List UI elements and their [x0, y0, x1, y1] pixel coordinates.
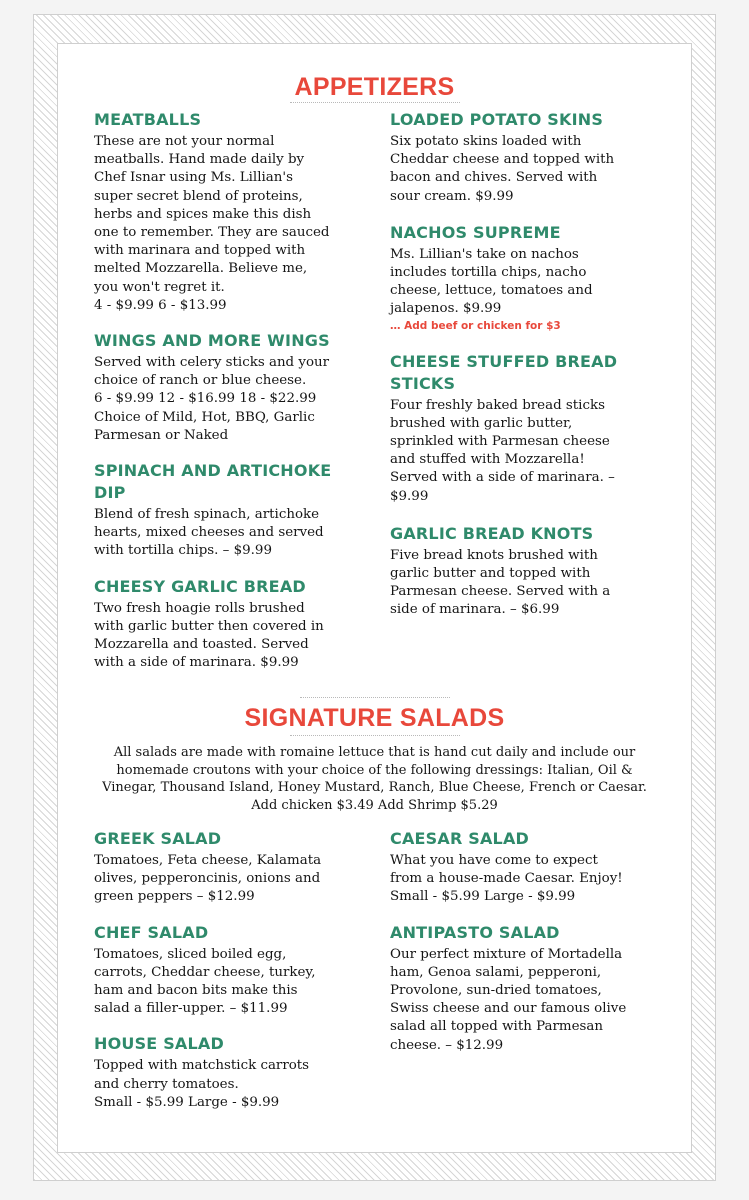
item-description: Tomatoes, Feta cheese, Kalamata olives, pepperoncinis, onions and green peppers – $12.99 — [94, 853, 322, 905]
item-description: Four freshly baked bread sticks brushed with garlic butter, sprinkled with Parmesan cheese and stuffed with Mozzarella! Served with a side of marinara. – $9.99 — [390, 397, 615, 504]
appetizers-title: APPETIZERS — [294, 73, 455, 101]
salads-intro: All salads are made with romaine lettuce that is hand cut daily and include our homemade croutons with your choice of the following dressings: Italian, Oil & Vinegar, Thousand Island, Honey Mustard, Ranch, Blue Cheese, French or Caesar. Add chicken $3.49 Add Shrimp $5.29 — [102, 745, 647, 813]
item-name: CHEESE STUFFED BREAD STICKS — [390, 351, 618, 393]
appetizers-right-column — [390, 109, 662, 635]
item-description: Two fresh hoagie rolls brushed with garlic butter then covered in Mozzarella and toasted. Served with a side of marinara. $9.99 — [94, 600, 324, 671]
add-protein-note: … Add beef or chicken for $3 — [390, 319, 561, 332]
menu-item — [94, 576, 366, 673]
menu-item — [390, 828, 662, 907]
item-name: CHEESY GARLIC BREAD — [94, 576, 306, 596]
item-description: Topped with matchstick carrots and cherry tomatoes. Small - $5.99 Large - $9.99 — [94, 1058, 310, 1110]
menu-item — [94, 1033, 366, 1112]
item-description: Ms. Lillian's take on nachos includes tortilla chips, nacho cheese, lettuce, tomatoes and jalapenos. $9.99 — [390, 246, 593, 317]
item-description: Six potato skins loaded with Cheddar cheese and topped with bacon and chives. Served with sour cream. $9.99 — [390, 134, 615, 204]
menu-item — [390, 222, 662, 332]
item-name: ANTIPASTO SALAD — [390, 922, 560, 942]
salads-left-column — [94, 828, 366, 1127]
menu-item — [94, 828, 366, 907]
item-description: Our perfect mixture of Mortadella ham, Genoa salami, pepperoni, Provolone, sun-dried tomatoes, Swiss cheese and our famous olive salad all topped with Parmesan cheese. – $12.99 — [390, 946, 627, 1053]
salads-title: SIGNATURE SALADS — [244, 704, 505, 732]
menu-item — [94, 109, 366, 315]
menu-item — [390, 523, 662, 620]
item-name: HOUSE SALAD — [94, 1034, 224, 1054]
menu-item — [390, 351, 662, 506]
menu-item — [94, 330, 366, 445]
item-description: Five bread knots brushed with garlic butter and topped with Parmesan cheese. Served with a side of marinara. – $6.99 — [390, 547, 611, 618]
menu-item — [94, 460, 366, 561]
appetizers-left-column — [94, 109, 366, 687]
item-name: SPINACH AND ARTICHOKE DIP — [94, 461, 332, 503]
item-name: MEATBALLS — [94, 110, 202, 129]
item-name: WINGS AND MORE WINGS — [94, 331, 330, 351]
item-name: CHEF SALAD — [94, 922, 209, 942]
salads-top-divider — [300, 697, 450, 698]
item-description: These are not your normal meatballs. Hand made daily by Chef Isnar using Ms. Lillian's super secret blend of proteins, herbs and spices make this dish one to remember. They are sauced with marinara and topped with melted Mozzarella. Believe me, you won't regret it. 4 - $9.99 6 - $13.99 — [94, 134, 330, 313]
item-name: CAESAR SALAD — [390, 829, 530, 848]
item-description: Blend of fresh spinach, artichoke hearts, mixed cheeses and served with tortilla chips. – $9.99 — [94, 507, 324, 559]
appetizers-divider — [290, 102, 460, 103]
item-name: LOADED POTATO SKINS — [390, 110, 604, 129]
item-name: NACHOS SUPREME — [390, 222, 561, 242]
salads-right-column — [390, 828, 662, 1070]
item-description: Tomatoes, sliced boiled egg, carrots, Cheddar cheese, turkey, ham and bacon bits make this salad a filler-upper. – $11.99 — [94, 946, 316, 1017]
item-description: Served with celery sticks and your choice of ranch or blue cheese. 6 - $9.99 12 - $16.99 18 - $22.99 Choice of Mild, Hot, BBQ, Garlic Parmesan or Naked — [94, 355, 330, 443]
menu-item — [390, 922, 662, 1055]
salads-divider — [290, 735, 460, 736]
item-name: GARLIC BREAD KNOTS — [390, 523, 594, 543]
menu-item — [390, 109, 662, 206]
menu-item — [94, 922, 366, 1019]
item-name: GREEK SALAD — [94, 829, 222, 848]
item-description: What you have come to expect from a house-made Caesar. Enjoy! Small - $5.99 Large - $9.99 — [390, 853, 623, 905]
